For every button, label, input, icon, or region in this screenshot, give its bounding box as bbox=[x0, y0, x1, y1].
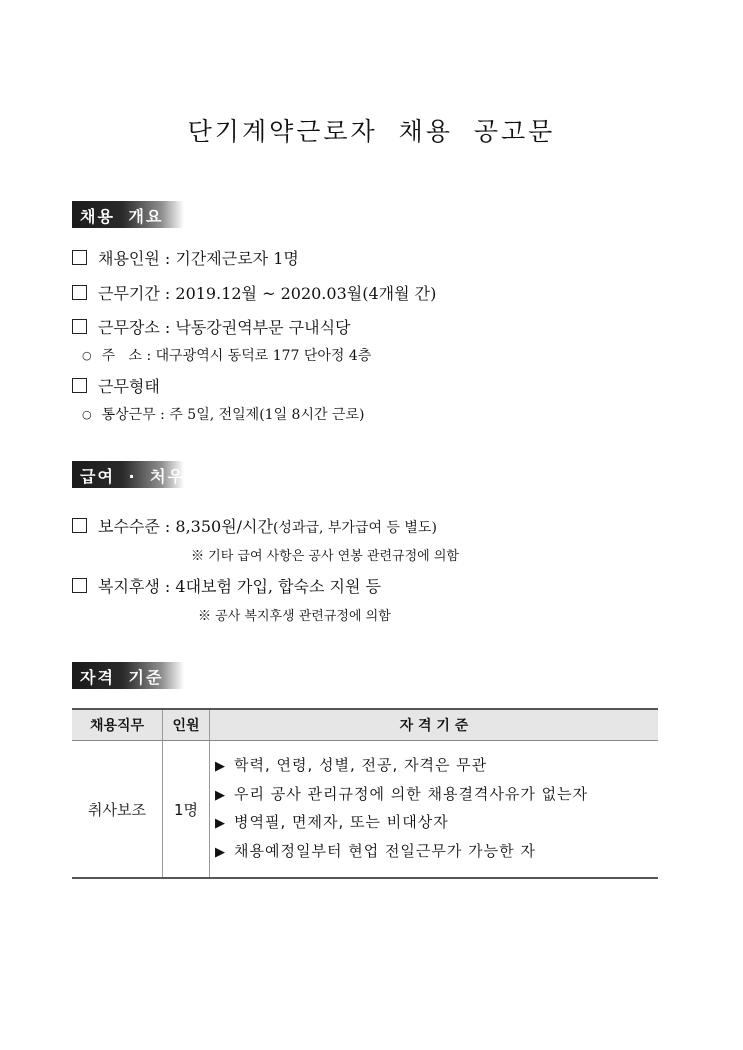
circle-bullet-icon: ○ bbox=[82, 408, 92, 421]
table-row bbox=[72, 741, 658, 879]
triangle-bullet-icon: ▶ bbox=[215, 816, 226, 831]
header-count: 인원 bbox=[163, 709, 210, 741]
list-item: ▶ 우리 공사 관리규정에 의한 채용결격사유가 없는자 bbox=[215, 784, 589, 803]
checkbox-icon bbox=[72, 578, 87, 593]
welfare-note: ※ 공사 복지후생 관련규정에 의함 bbox=[198, 609, 391, 624]
section-heading-qualification-label: 자격 기준 bbox=[80, 668, 164, 687]
recruit-count-item: 채용인원 : 기간제근로자 1명 bbox=[72, 246, 299, 269]
cell-job: 취사보조 bbox=[72, 741, 163, 879]
section-heading-pay bbox=[72, 461, 184, 488]
commute-item: ○ 통상근무 : 주 5일, 전일제(1일 8시간 근로) bbox=[82, 407, 365, 423]
work-place-item: 근무장소 : 낙동강권역부문 구내식당 bbox=[72, 315, 351, 338]
checkbox-icon bbox=[72, 378, 87, 393]
triangle-bullet-icon: ▶ bbox=[215, 787, 226, 803]
qualification-table bbox=[72, 708, 658, 879]
checkbox-icon bbox=[72, 285, 87, 300]
section-heading-overview-label: 채용 개요 bbox=[80, 207, 164, 226]
checkbox-icon bbox=[72, 518, 87, 533]
list-item: ▶ 채용예정일부터 현업 전일근무가 가능한 자 bbox=[215, 841, 536, 860]
cell-criteria bbox=[210, 741, 659, 879]
work-period-item: 근무기간 : 2019.12월 ~ 2020.03월(4개월 간) bbox=[72, 281, 436, 304]
list-item: ▶ 병역필, 면제자, 또는 비대상자 bbox=[215, 813, 449, 831]
circle-bullet-icon: ○ bbox=[82, 349, 92, 362]
header-job: 채용직무 bbox=[72, 709, 163, 741]
page-title: 단기계약근로자 채용 공고문 bbox=[187, 117, 556, 146]
table-header-row bbox=[72, 709, 658, 741]
work-type-item: 근무형태 bbox=[72, 374, 160, 397]
header-criteria: 자 격 기 준 bbox=[210, 709, 659, 741]
cell-count: 1명 bbox=[163, 741, 210, 879]
checkbox-icon bbox=[72, 319, 87, 334]
triangle-bullet-icon: ▶ bbox=[215, 759, 226, 774]
welfare-item: 복지후생 : 4대보험 가입, 합숙소 지원 등 bbox=[72, 574, 381, 597]
salary-item: 보수수준 : 8,350원/시간(성과급, 부가급여 등 별도) bbox=[72, 514, 437, 537]
criteria-list bbox=[211, 746, 657, 872]
section-heading-pay-label: 급여 · 처우 bbox=[80, 467, 186, 486]
section-heading-overview bbox=[72, 201, 184, 228]
checkbox-icon bbox=[72, 250, 87, 265]
salary-note: ※ 기타 급여 사항은 공사 연봉 관련규정에 의함 bbox=[191, 549, 459, 564]
triangle-bullet-icon: ▶ bbox=[215, 844, 226, 860]
section-heading-qualification bbox=[72, 662, 184, 689]
address-item: ○ 주 소 : 대구광역시 동덕로 177 단아정 4층 bbox=[82, 348, 372, 364]
list-item: ▶ 학력, 연령, 성별, 전공, 자격은 무관 bbox=[215, 756, 488, 774]
